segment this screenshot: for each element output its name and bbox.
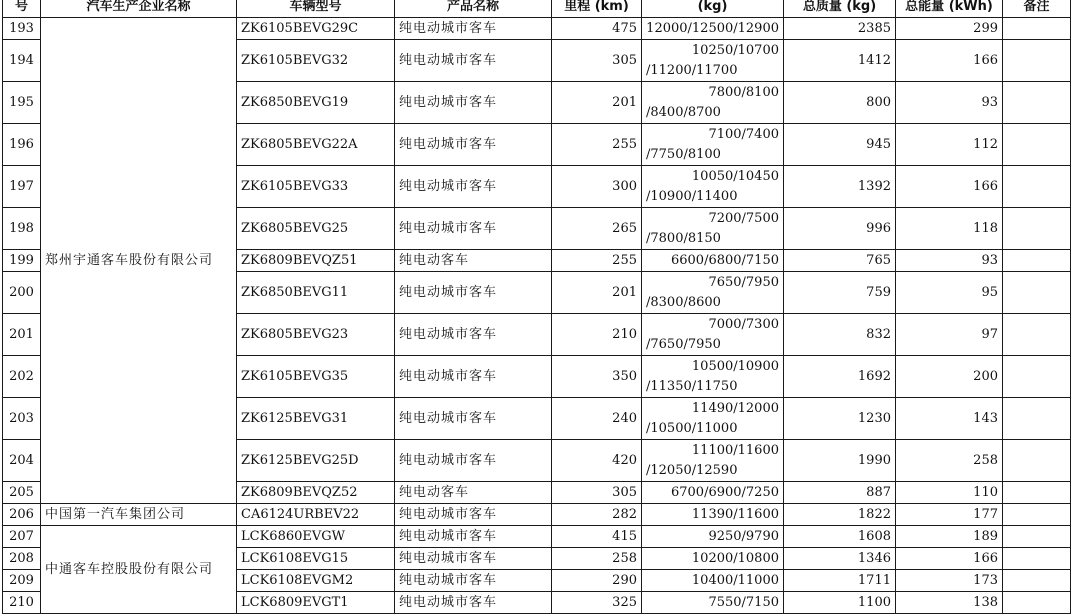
cell-mass bbox=[642, 272, 784, 314]
cell-seq: 198 bbox=[3, 208, 41, 250]
cell-total-mass: 1990 bbox=[784, 440, 896, 482]
mass-line: 7650/7950 bbox=[708, 274, 779, 290]
cell-product-name: 纯电动城市客车 bbox=[395, 570, 552, 592]
cell-seq: 202 bbox=[3, 356, 41, 398]
cell-mass bbox=[642, 166, 784, 208]
mass-line: 6700/6900/7250 bbox=[670, 484, 779, 500]
cell-seq: 194 bbox=[3, 40, 41, 82]
cell-product-name: 纯电动城市客车 bbox=[395, 166, 552, 208]
cell-total-mass: 832 bbox=[784, 314, 896, 356]
mass-line: 10250/10700 bbox=[691, 42, 779, 58]
cell-seq: 201 bbox=[3, 314, 41, 356]
cell-total-mass: 1692 bbox=[784, 356, 896, 398]
cell-mass bbox=[642, 592, 784, 614]
cell-total-energy: 143 bbox=[896, 398, 1003, 440]
cell-note bbox=[1003, 482, 1071, 504]
cell-total-mass: 759 bbox=[784, 272, 896, 314]
cell-note bbox=[1003, 526, 1071, 548]
mass-line: /7750/8100 bbox=[646, 146, 721, 162]
cell-model: CA6124URBEV22 bbox=[237, 504, 395, 526]
cell-seq: 197 bbox=[3, 166, 41, 208]
cell-range: 240 bbox=[552, 398, 642, 440]
cell-product-name: 纯电动城市客车 bbox=[395, 208, 552, 250]
cell-total-energy: 173 bbox=[896, 570, 1003, 592]
cell-total-energy: 112 bbox=[896, 124, 1003, 166]
cell-total-energy: 200 bbox=[896, 356, 1003, 398]
cell-model: ZK6105BEVG29C bbox=[237, 18, 395, 40]
cell-total-energy: 189 bbox=[896, 526, 1003, 548]
header-mass: (kg) bbox=[642, 0, 784, 18]
mass-line: 7000/7300 bbox=[708, 316, 779, 332]
cell-mass bbox=[642, 440, 784, 482]
cell-range: 201 bbox=[552, 82, 642, 124]
mass-line: 11390/11600 bbox=[691, 506, 779, 522]
header-company: 汽车生产企业名称 bbox=[41, 0, 237, 18]
cell-company bbox=[41, 18, 237, 504]
cell-product-name: 纯电动城市客车 bbox=[395, 398, 552, 440]
cell-model: ZK6809BEVQZ51 bbox=[237, 250, 395, 272]
mass-line: 7100/7400 bbox=[708, 126, 779, 142]
cell-model: ZK6805BEVG25 bbox=[237, 208, 395, 250]
cell-model: ZK6805BEVG22A bbox=[237, 124, 395, 166]
header-note: 备注 bbox=[1003, 0, 1071, 18]
cell-note bbox=[1003, 440, 1071, 482]
cell-total-energy: 97 bbox=[896, 314, 1003, 356]
cell-seq: 209 bbox=[3, 570, 41, 592]
cell-note bbox=[1003, 398, 1071, 440]
cell-range: 305 bbox=[552, 482, 642, 504]
cell-product-name: 纯电动城市客车 bbox=[395, 526, 552, 548]
cell-total-energy: 299 bbox=[896, 18, 1003, 40]
cell-note bbox=[1003, 18, 1071, 40]
cell-note bbox=[1003, 40, 1071, 82]
mass-line: 12000/12500/12900 bbox=[646, 20, 779, 36]
cell-total-energy: 166 bbox=[896, 548, 1003, 570]
cell-model: ZK6850BEVG19 bbox=[237, 82, 395, 124]
table-row bbox=[3, 526, 1071, 548]
cell-total-energy: 93 bbox=[896, 250, 1003, 272]
cell-mass bbox=[642, 526, 784, 548]
cell-model: ZK6105BEVG33 bbox=[237, 166, 395, 208]
mass-line: 6600/6800/7150 bbox=[670, 252, 779, 268]
cell-model: LCK6108EVGM2 bbox=[237, 570, 395, 592]
cell-total-mass: 765 bbox=[784, 250, 896, 272]
cell-model: LCK6860EVGW bbox=[237, 526, 395, 548]
cell-total-mass: 887 bbox=[784, 482, 896, 504]
cell-total-mass: 945 bbox=[784, 124, 896, 166]
cell-mass bbox=[642, 548, 784, 570]
cell-range: 305 bbox=[552, 40, 642, 82]
cell-total-mass: 800 bbox=[784, 82, 896, 124]
cell-note bbox=[1003, 208, 1071, 250]
cell-note bbox=[1003, 250, 1071, 272]
cell-total-energy: 258 bbox=[896, 440, 1003, 482]
cell-total-mass: 1412 bbox=[784, 40, 896, 82]
mass-line: /11200/11700 bbox=[646, 62, 738, 78]
table-row bbox=[3, 18, 1071, 40]
cell-note bbox=[1003, 314, 1071, 356]
cell-note bbox=[1003, 272, 1071, 314]
cell-product-name: 纯电动城市客车 bbox=[395, 592, 552, 614]
cell-range: 300 bbox=[552, 166, 642, 208]
cell-model: LCK6809EVGT1 bbox=[237, 592, 395, 614]
cell-model: ZK6850BEVG11 bbox=[237, 272, 395, 314]
company-name: 中通客车控股股份有限公司 bbox=[45, 561, 214, 577]
cell-seq: 205 bbox=[3, 482, 41, 504]
cell-range: 265 bbox=[552, 208, 642, 250]
cell-model: ZK6125BEVG31 bbox=[237, 398, 395, 440]
cell-mass bbox=[642, 208, 784, 250]
vehicle-catalog-table bbox=[2, 0, 1071, 614]
company-name: 郑州宇通客车股份有限公司 bbox=[45, 252, 214, 268]
cell-mass bbox=[642, 250, 784, 272]
cell-note bbox=[1003, 504, 1071, 526]
cell-seq: 199 bbox=[3, 250, 41, 272]
mass-line: /12050/12590 bbox=[646, 462, 738, 478]
mass-line: 10050/10450 bbox=[691, 168, 779, 184]
cell-mass bbox=[642, 570, 784, 592]
header-name: 产品名称 bbox=[395, 0, 552, 18]
company-name: 中国第一汽车集团公司 bbox=[45, 506, 186, 522]
cell-product-name: 纯电动城市客车 bbox=[395, 314, 552, 356]
cell-total-energy: 110 bbox=[896, 482, 1003, 504]
cell-mass bbox=[642, 398, 784, 440]
cell-company bbox=[41, 504, 237, 526]
cell-total-energy: 93 bbox=[896, 82, 1003, 124]
cell-product-name: 纯电动城市客车 bbox=[395, 82, 552, 124]
cell-range: 255 bbox=[552, 124, 642, 166]
cell-product-name: 纯电动城市客车 bbox=[395, 440, 552, 482]
cell-range: 415 bbox=[552, 526, 642, 548]
cell-product-name: 纯电动客车 bbox=[395, 482, 552, 504]
cell-note bbox=[1003, 82, 1071, 124]
cell-product-name: 纯电动城市客车 bbox=[395, 40, 552, 82]
cell-total-energy: 138 bbox=[896, 592, 1003, 614]
cell-seq: 204 bbox=[3, 440, 41, 482]
cell-total-mass: 1608 bbox=[784, 526, 896, 548]
table-header-row bbox=[3, 0, 1071, 18]
mass-line: /8400/8700 bbox=[646, 104, 721, 120]
cell-note bbox=[1003, 124, 1071, 166]
cell-product-name: 纯电动城市客车 bbox=[395, 272, 552, 314]
mass-line: /8300/8600 bbox=[646, 294, 721, 310]
cell-model: LCK6108EVG15 bbox=[237, 548, 395, 570]
cell-mass bbox=[642, 18, 784, 40]
cell-company bbox=[41, 526, 237, 614]
mass-line: /10500/11000 bbox=[646, 420, 738, 436]
mass-line: 7800/8100 bbox=[708, 84, 779, 100]
cell-model: ZK6125BEVG25D bbox=[237, 440, 395, 482]
cell-total-mass: 2385 bbox=[784, 18, 896, 40]
cell-mass bbox=[642, 482, 784, 504]
cell-mass bbox=[642, 504, 784, 526]
cell-total-mass: 1346 bbox=[784, 548, 896, 570]
cell-mass bbox=[642, 314, 784, 356]
cell-seq: 200 bbox=[3, 272, 41, 314]
mass-line: /10900/11400 bbox=[646, 188, 738, 204]
cell-product-name: 纯电动客车 bbox=[395, 250, 552, 272]
mass-line: /7650/7950 bbox=[646, 336, 721, 352]
mass-line: 9250/9790 bbox=[708, 528, 779, 544]
mass-line: /11350/11750 bbox=[646, 378, 738, 394]
cell-product-name: 纯电动城市客车 bbox=[395, 504, 552, 526]
cell-model: ZK6809BEVQZ52 bbox=[237, 482, 395, 504]
header-weight: 总质量 (kg) bbox=[784, 0, 896, 18]
cell-total-energy: 166 bbox=[896, 40, 1003, 82]
mass-line: 11100/11600 bbox=[691, 442, 779, 458]
cell-total-energy: 118 bbox=[896, 208, 1003, 250]
cell-mass bbox=[642, 40, 784, 82]
header-energy: 总能量 (kWh) bbox=[896, 0, 1003, 18]
cell-product-name: 纯电动城市客车 bbox=[395, 548, 552, 570]
cell-range: 258 bbox=[552, 548, 642, 570]
cell-mass bbox=[642, 82, 784, 124]
cell-range: 475 bbox=[552, 18, 642, 40]
cell-model: ZK6105BEVG32 bbox=[237, 40, 395, 82]
cell-note bbox=[1003, 548, 1071, 570]
cell-range: 201 bbox=[552, 272, 642, 314]
mass-line: 7200/7500 bbox=[708, 210, 779, 226]
cell-range: 325 bbox=[552, 592, 642, 614]
cell-seq: 210 bbox=[3, 592, 41, 614]
cell-seq: 203 bbox=[3, 398, 41, 440]
cell-mass bbox=[642, 356, 784, 398]
cell-seq: 193 bbox=[3, 18, 41, 40]
cell-total-mass: 996 bbox=[784, 208, 896, 250]
mass-line: 11490/12000 bbox=[691, 400, 779, 416]
header-model: 车辆型号 bbox=[237, 0, 395, 18]
mass-line: 10400/11000 bbox=[691, 572, 779, 588]
cell-range: 255 bbox=[552, 250, 642, 272]
cell-note bbox=[1003, 356, 1071, 398]
cell-note bbox=[1003, 570, 1071, 592]
mass-line: /7800/8150 bbox=[646, 230, 721, 246]
mass-line: 10500/10900 bbox=[691, 358, 779, 374]
cell-seq: 208 bbox=[3, 548, 41, 570]
cell-total-mass: 1711 bbox=[784, 570, 896, 592]
cell-range: 210 bbox=[552, 314, 642, 356]
cell-note bbox=[1003, 166, 1071, 208]
cell-product-name: 纯电动城市客车 bbox=[395, 356, 552, 398]
cell-total-energy: 95 bbox=[896, 272, 1003, 314]
cell-range: 420 bbox=[552, 440, 642, 482]
cell-seq: 207 bbox=[3, 526, 41, 548]
header-seq: 号 bbox=[3, 0, 41, 18]
cell-total-mass: 1230 bbox=[784, 398, 896, 440]
cell-range: 350 bbox=[552, 356, 642, 398]
cell-total-energy: 177 bbox=[896, 504, 1003, 526]
table-row bbox=[3, 504, 1071, 526]
cell-seq: 195 bbox=[3, 82, 41, 124]
cell-seq: 196 bbox=[3, 124, 41, 166]
cell-total-energy: 166 bbox=[896, 166, 1003, 208]
cell-range: 282 bbox=[552, 504, 642, 526]
cell-range: 290 bbox=[552, 570, 642, 592]
cell-total-mass: 1822 bbox=[784, 504, 896, 526]
cell-product-name: 纯电动城市客车 bbox=[395, 124, 552, 166]
mass-line: 10200/10800 bbox=[691, 550, 779, 566]
cell-product-name: 纯电动城市客车 bbox=[395, 18, 552, 40]
cell-total-mass: 1392 bbox=[784, 166, 896, 208]
cell-mass bbox=[642, 124, 784, 166]
mass-line: 7550/7150 bbox=[708, 594, 779, 610]
cell-total-mass: 1100 bbox=[784, 592, 896, 614]
cell-model: ZK6105BEVG35 bbox=[237, 356, 395, 398]
cell-model: ZK6805BEVG23 bbox=[237, 314, 395, 356]
cell-note bbox=[1003, 592, 1071, 614]
cell-seq: 206 bbox=[3, 504, 41, 526]
header-range: 里程 (km) bbox=[552, 0, 642, 18]
